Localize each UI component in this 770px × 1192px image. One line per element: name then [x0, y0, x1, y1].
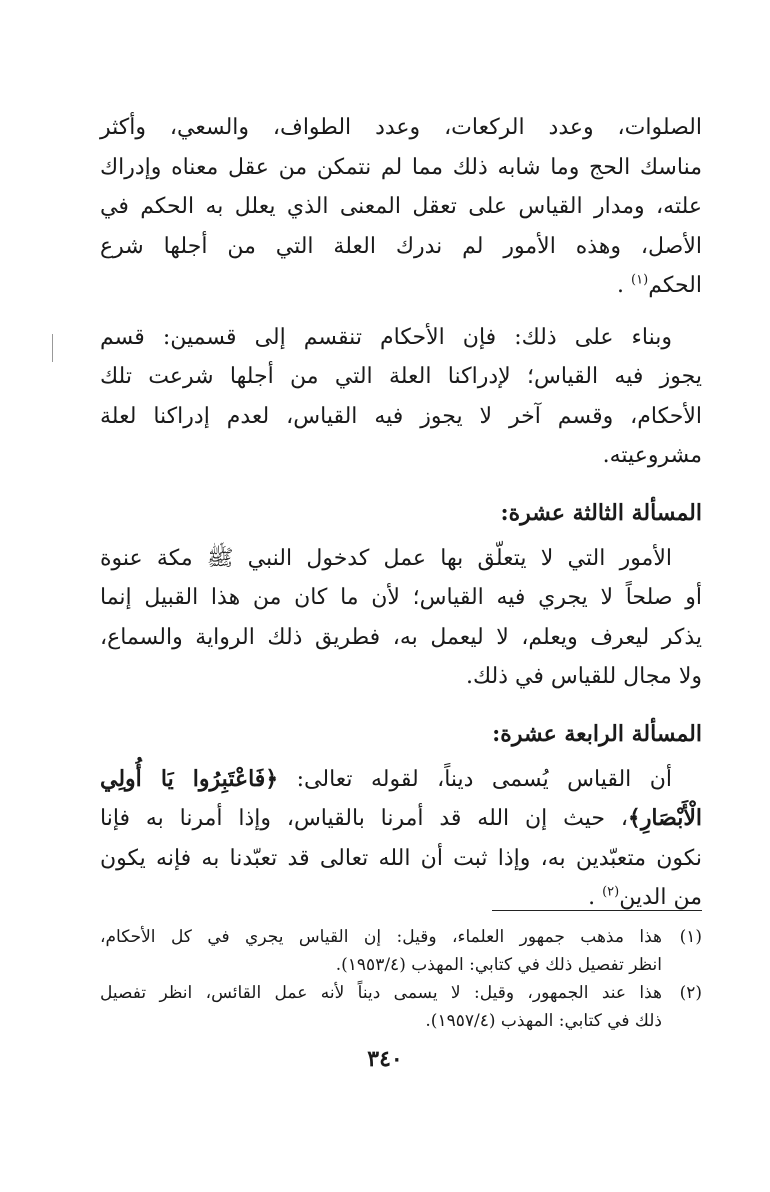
text-line: نكون متعبّدين به، وإذا ثبت أن الله تعالى قد تعبّدنا به فإنه يكون: [100, 845, 702, 871]
text-line: أو صلحاً لا يجري فيه القياس؛ لأن ما كان من هذا القبيل إنما: [100, 585, 702, 610]
paragraph-2: [100, 318, 702, 476]
paragraph-3: [100, 539, 702, 697]
text-line: علته، ومدار القياس على تعقل المعنى الذي يعلل به الحكم في: [100, 194, 702, 219]
footnote-rule: [492, 910, 702, 911]
text-line: مناسك الحج وما شابه ذلك مما لم نتمكن من عقل معناه وإدراك: [100, 154, 702, 180]
text-fragment: ، حيث إن الله قد أمرنا بالقياس، وإذا أمرنا به فإنا: [100, 806, 628, 831]
paragraph-1: [100, 108, 702, 306]
text-line: انظر تفصيل ذلك في كتابي: المهذب (١٩٥٣/٤).: [335, 955, 662, 975]
paragraph-4: [100, 760, 702, 918]
text-fragment: .: [588, 885, 603, 910]
footnote-ref-1[interactable]: (١): [631, 272, 649, 288]
footnote-number: (٢): [679, 983, 702, 1003]
text-line: هذا مذهب جمهور العلماء، وقيل: إن القياس يجري في كل الأحكام،: [100, 927, 662, 947]
text-fragment: الحكم: [648, 273, 702, 298]
page-number: ٣٤٠: [367, 1046, 403, 1072]
text-line: يذكر ليعرف ويعلم، لا ليعمل به، فطريق ذلك الرواية والسماع،: [100, 624, 702, 650]
section-heading-13: المسألة الثالثة عشرة:: [500, 499, 702, 526]
section-heading-14: المسألة الرابعة عشرة:: [492, 720, 702, 747]
text-line: ولا مجال للقياس في ذلك.: [465, 664, 702, 689]
text-fragment: من الدين: [619, 885, 702, 910]
text-line: الأصل، وهذه الأمور لم ندرك العلة التي من أجلها شرع: [100, 233, 702, 259]
footnote-text: [100, 979, 662, 1035]
text-line: ذلك في كتابي: المهذب (١٩٥٧/٤).: [425, 1011, 662, 1031]
quran-verse: ﴿فَاعْتَبِرُوا يَا أُولِي: [100, 765, 279, 792]
text-line: الصلوات، وعدد الركعات، وعدد الطواف، والسعي، وأكثر: [100, 115, 702, 140]
footnote-text: [100, 923, 662, 979]
footnotes: [100, 910, 702, 1035]
text-fragment: أن القياس يُسمى ديناً، لقوله تعالى:: [278, 766, 672, 792]
text-line: [100, 266, 702, 306]
footnote-1: [100, 923, 702, 979]
text-line: الأمور التي لا يتعلّق بها عمل كدخول النبي ﷺ مكة عنوة: [100, 545, 672, 571]
text-line: يجوز فيه القياس؛ لإدراكنا العلة التي من أجلها شرعت تلك: [100, 364, 702, 389]
footnote-number: (١): [679, 927, 702, 947]
footnote-2: [100, 979, 702, 1035]
text-fragment: .: [617, 273, 632, 298]
text-line: هذا عند الجمهور، وقيل: لا يسمى ديناً لأنه عمل القائس، انظر تفصيل: [100, 983, 662, 1003]
text-line: [100, 760, 702, 800]
page-body: [100, 108, 702, 918]
footnote-ref-2[interactable]: (٢): [602, 884, 620, 900]
text-line: مشروعيته.: [602, 443, 702, 468]
text-line: وبناء على ذلك: فإن الأحكام تنقسم إلى قسمين: قسم: [100, 324, 672, 350]
text-line: [100, 799, 702, 839]
margin-mark: [52, 334, 53, 362]
quran-verse: الْأَبْصَارِ﴾: [627, 805, 702, 831]
text-line: الأحكام، وقسم آخر لا يجوز فيه القياس، لعدم إدراكنا لعلة: [100, 403, 702, 429]
